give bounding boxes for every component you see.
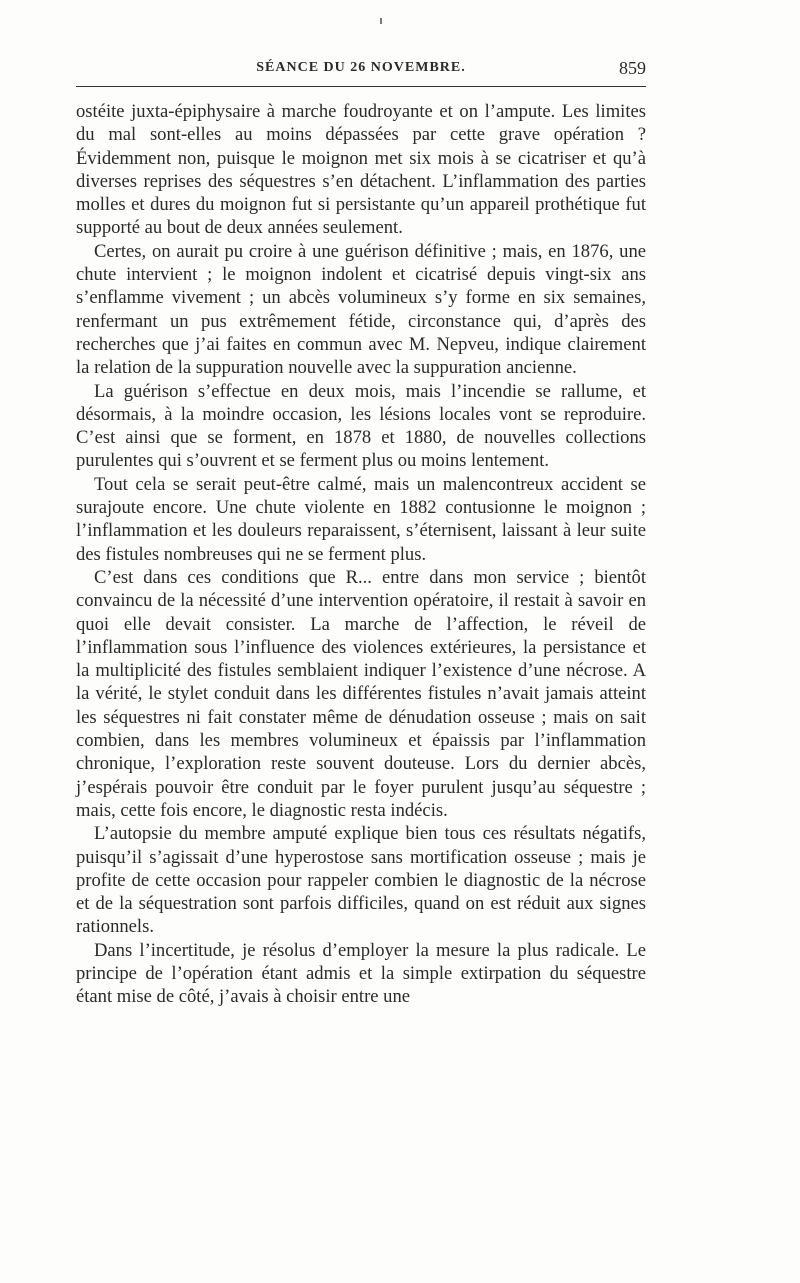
page-header	[76, 60, 646, 84]
paragraph: Certes, on aurait pu croire à une guérison définitive ; mais, en 1876, une chute intervient ; le moignon indolent et cicatrisé depuis vingt-six ans s’enflamme vivement ; un abcès volumineux s’y forme en six semaines, renfermant un pus extrêmement fétide, circonstance qui, d’après des recherches que j’ai faites en commun avec M. Nepveu, indique clairement la relation de la suppuration nouvelle avec la suppuration ancienne.	[76, 240, 646, 379]
paragraph: L’autopsie du membre amputé explique bien tous ces résultats négatifs, puisqu’il s’agissait d’une hyperostose sans mortification osseuse ; mais je profite de cette occasion pour rappeler combien le diagnostic de la nécrose et de la séquestration sont parfois difficiles, quand on est réduit aux signes rationnels.	[76, 823, 646, 938]
page-number: 859	[619, 58, 646, 78]
paragraph: La guérison s’effectue en deux mois, mais l’incendie se rallume, et désormais, à la moindre occasion, les lésions locales vont se reproduire. C’est ainsi que se forment, en 1878 et 1880, de nouvelles collections purulentes qui s’ouvrent et se ferment plus ou moins lentement.	[76, 380, 646, 472]
header-rule	[76, 86, 646, 87]
paragraph: ostéite juxta-épiphysaire à marche foudroyante et on l’ampute. Les limites du mal sont-elles au moins dépassées par cette grave opération ? Évidemment non, puisque le moignon met six mois à se cicatriser et qu’à diverses reprises des séquestres s’en détachent. L’inflammation des parties molles et dures du moignon fut si persistante qu’un appareil prothétique fut supporté au bout de deux années seulement.	[76, 101, 646, 239]
running-title: SÉANCE DU 26 NOVEMBRE.	[256, 60, 466, 75]
paragraph: C’est dans ces conditions que R... entre dans mon service ; bientôt convaincu de la nécessité d’une intervention opératoire, il restait à savoir en quoi elle devait consister. La marche de l’affection, le réveil de l’inflammation sous l’influence des violences extérieures, la persistance et la multiplicité des fistules semblaient indiquer l’existence d’une nécrose. A la vérité, le stylet conduit dans les différentes fistules n’avait jamais atteint les séquestres ni fait constater même de dénudation osseuse ; mais on sait combien, dans les membres volumineux et épaissis par l’inflammation chronique, l’exploration reste souvent douteuse. Lors du dernier abcès, j’espérais pouvoir être conduit par le foyer purulent jusqu’au séquestre ; mais, cette fois encore, le diagnostic resta indécis.	[76, 566, 646, 821]
paragraph: Tout cela se serait peut-être calmé, mais un malencontreux accident se surajoute encore. Une chute violente en 1882 contusionne le moignon ; l’inflammation et les douleurs reparaissent, s’éternisent, laissant à leur suite des fistules nombreuses qui ne se ferment plus.	[76, 473, 646, 565]
body-text	[76, 100, 646, 1009]
print-mark	[380, 18, 382, 24]
paragraph: Dans l’incertitude, je résolus d’employer la mesure la plus radicale. Le principe de l’opération étant admis et la simple extirpation du séquestre étant mise de côté, j’avais à choisir entre une	[76, 939, 646, 1008]
